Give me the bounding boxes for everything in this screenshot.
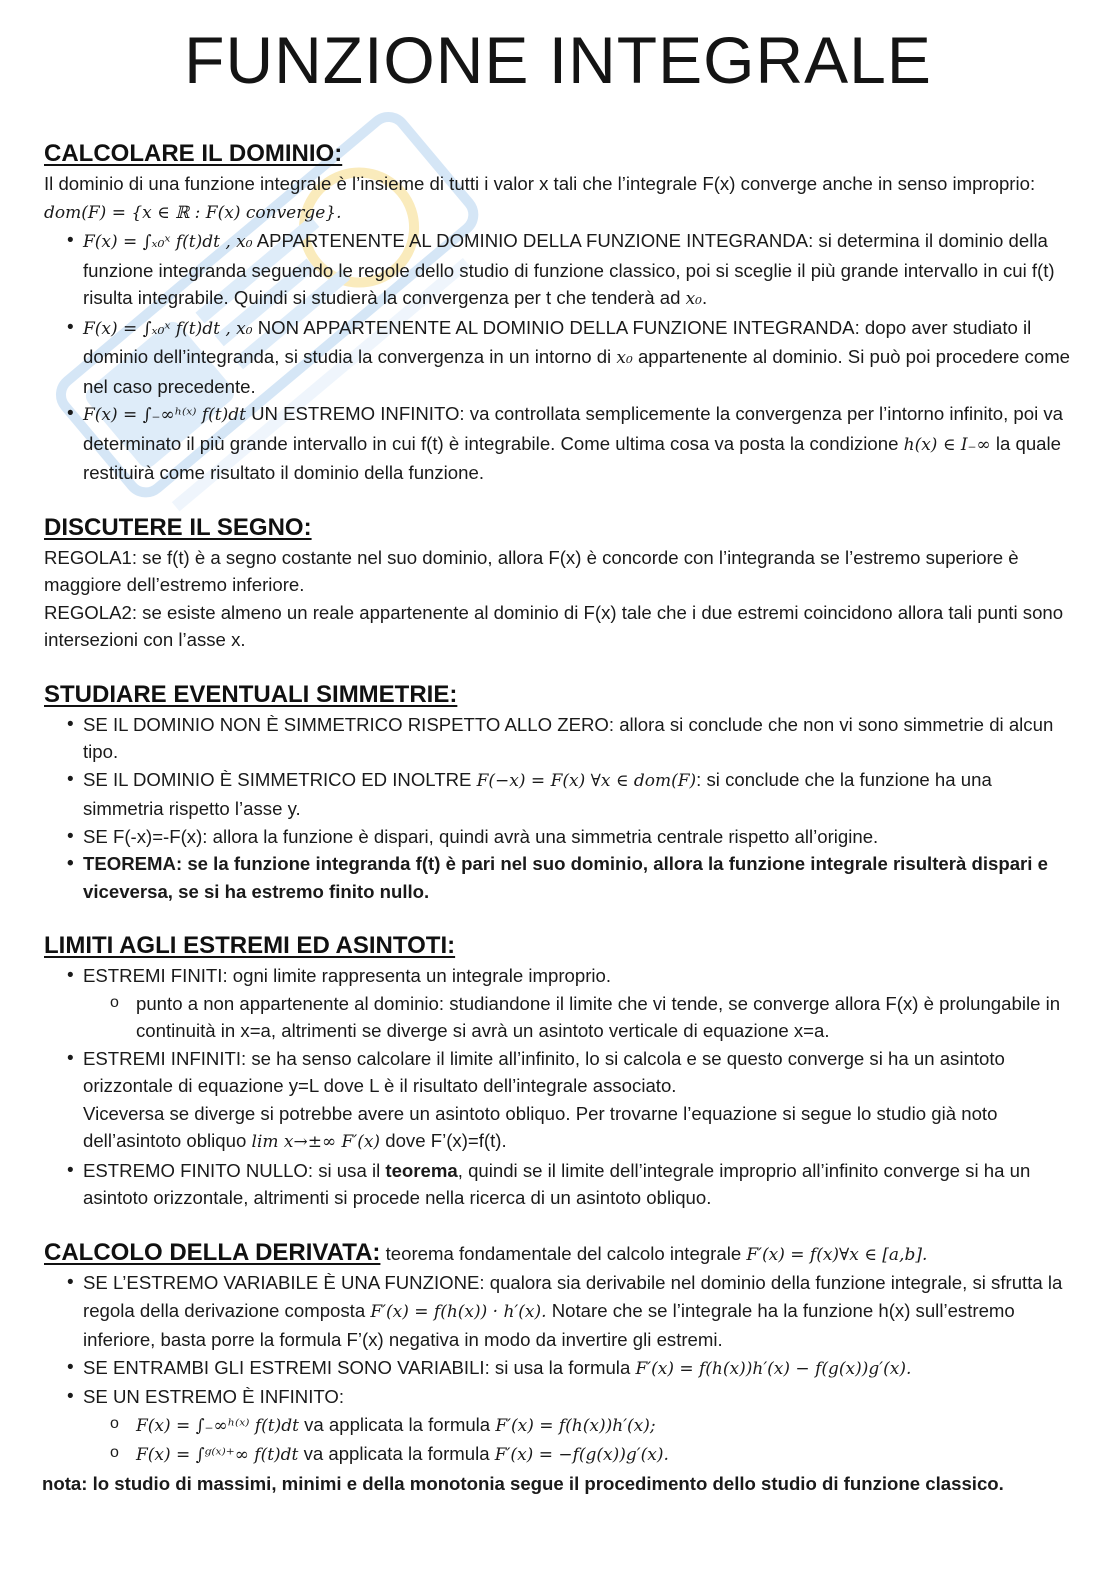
text: SE L’ESTREMO VARIABILE È UNA FUNZIONE: qualora sia derivabile nel dominio della funzione integrale, si sfrutta la regola della derivazione composta	[83, 1272, 1063, 1321]
list-item: • SE IL DOMINIO NON È SIMMETRICO RISPETTO ALLO ZERO: allora si conclude che non vi sono simmetrie di alcun tipo.	[83, 711, 1074, 766]
page-title: FUNZIONE INTEGRALE	[184, 23, 932, 97]
list-item	[83, 400, 1074, 487]
sub-list-item	[136, 1411, 1074, 1441]
list-item: • SE F(-x)=-F(x): allora la funzione è dispari, quindi avrà una simmetria centrale rispetto all’origine.	[83, 823, 1074, 851]
text: , quindi se il limite dell’integrale improprio all’infinito converge si ha un asintoto orizzontale, altrimenti si procede nella ricerca di un asintoto obliquo.	[83, 1159, 1031, 1208]
section-segno	[44, 512, 1074, 654]
list-item	[83, 962, 1074, 1045]
list-item	[83, 314, 1074, 401]
list-item	[83, 1157, 1074, 1212]
text: dove F’(x)=f(t).	[385, 1130, 507, 1151]
text: SE ENTRAMBI GLI ESTREMI SONO VARIABILI: si usa la formula	[83, 1356, 631, 1378]
sub-list	[83, 990, 1074, 1045]
sub-list	[83, 1411, 1074, 1470]
section-heading	[44, 138, 1074, 170]
formula: lim x→±∞ F′(x)	[251, 1132, 381, 1152]
formula: F′(x) = −f(g(x))g′(x).	[494, 1445, 669, 1465]
bullet-list	[44, 227, 1074, 487]
formula: x₀	[685, 289, 702, 309]
list-item	[83, 1354, 1074, 1384]
heading-text: DISCUTERE IL SEGNO:	[44, 513, 312, 541]
section-heading	[44, 512, 1074, 544]
list-item: • TEOREMA: se la funzione integranda f(t) è pari nel suo dominio, allora la funzione integrale risulterà dispari e viceversa, se si ha estremo finito nullo.	[83, 850, 1074, 905]
list-item	[83, 1383, 1074, 1470]
text: .	[702, 287, 708, 308]
section-heading	[44, 679, 1074, 711]
text: SE UN ESTREMO È INFINITO:	[83, 1386, 345, 1407]
list-item	[83, 1045, 1074, 1157]
heading-text: CALCOLARE IL DOMINIO:	[44, 140, 343, 167]
section-heading	[44, 930, 1074, 962]
text: va applicata la formula	[303, 1443, 490, 1464]
section-dominio	[44, 138, 1074, 487]
sub-list-item	[136, 1440, 1074, 1470]
section-derivata	[44, 1237, 1074, 1498]
text: va applicata la formula	[304, 1413, 491, 1435]
formula: dom(F) = {x ∈ ℝ : F(x) converge}.	[44, 202, 342, 223]
content	[44, 138, 1074, 1497]
formula: F(x) = ∫ₓ₀ˣ f(t)dt , x₀	[83, 232, 253, 252]
formula: F(x) = ∫₋∞ʰ⁽ˣ⁾ f(t)dt	[136, 1415, 299, 1436]
text: Notare che se l’integrale ha la funzione h(x) sull’estremo inferiore, basta porre la formula F’(x) negativa in modo da invertire gli estremi.	[83, 1299, 1015, 1350]
formula: x₀	[616, 348, 633, 368]
text: ESTREMI INFINITI: se ha senso calcolare il limite all’infinito, lo si calcola e se questo converge si ha un asintoto orizzontale di equazione y=L dove L è il risultato dell’integrale associato.	[83, 1047, 1005, 1096]
text-bold: teorema	[385, 1159, 458, 1181]
section-heading	[44, 1239, 380, 1266]
text: SE IL DOMINIO È SIMMETRICO ED INOLTRE	[83, 768, 472, 790]
bullet-list	[44, 711, 1074, 906]
text: Il dominio di una funzione integrale è l’insieme di tutti i valor x tali che l’integrale F(x) converge anche in senso improprio:	[44, 173, 1036, 194]
text: UN ESTREMO INFINITO: va controllata semplicemente la convergenza per l’intorno infinito, poi va determinato il più grande intervallo in cui f(t) è integrabile. Come ultima cosa va posta la condizione	[83, 403, 1064, 454]
formula: F′(x) = f(h(x)) · h′(x).	[370, 1301, 547, 1322]
heading-text: STUDIARE EVENTUALI SIMMETRIE:	[44, 680, 458, 708]
text: NON APPARTENENTE AL DOMINIO DELLA FUNZIONE INTEGRANDA: dopo aver studiato il dominio dell’integranda, si studia la convergenza in un intorno di	[83, 316, 1032, 367]
text: : si conclude che la funzione ha una simmetria rispetto l’asse y.	[83, 768, 992, 819]
heading-text: LIMITI AGLI ESTREMI ED ASINTOTI:	[44, 932, 456, 959]
formula: F(−x) = F(x) ∀x ∈ dom(F)	[476, 770, 697, 791]
formula: F(x) = ∫ᵍ⁽ˣ⁾⁺∞ f(t)dt	[136, 1445, 299, 1465]
text: la quale restituirà come risultato il dominio della funzione.	[83, 432, 1061, 483]
text: Viceversa se diverge si potrebbe avere un asintoto obliquo. Per trovarne l’equazione si segue lo studio già noto dell’asintoto obliquo	[83, 1102, 998, 1151]
formula: h(x) ∈ I₋∞	[903, 434, 991, 455]
sub-list-item: o punto a non appartenente al dominio: studiandone il limite che vi tende, se converge allora F(x) è prolungabile in continuità in x=a, altrimenti se diverge si avrà un asintoto verticale di equazione x=a.	[136, 990, 1074, 1045]
paragraph: REGOLA2: se esiste almeno un reale appartenente al dominio di F(x) tale che i due estremi coincidono allora tali punti sono intersezioni con l’asse x.	[44, 601, 1064, 650]
list-item	[83, 766, 1074, 823]
text: APPARTENENTE AL DOMINIO DELLA FUNZIONE INTEGRANDA: si determina il dominio della funzione integranda seguendo le regole dello studio di funzione classico, poi si sceglie il più grande intervallo in cui f(t) risulta integrabile. Quindi si studierà la convergenza per t che tenderà ad	[83, 230, 1055, 308]
bullet-list	[44, 962, 1074, 1212]
formula: F′(x) = f(x)∀x ∈ [a,b].	[746, 1244, 928, 1265]
paragraph	[44, 170, 1074, 227]
formula: F′(x) = f(h(x))h′(x) − f(g(x))g′(x).	[635, 1358, 912, 1379]
formula: F′(x) = f(h(x))h′(x);	[495, 1415, 656, 1436]
heading-text: CALCOLO DELLA DERIVATA:	[44, 1238, 381, 1266]
paragraph: REGOLA1: se f(t) è a segno costante nel suo dominio, allora F(x) è concorde con l’integranda se l’estremo superiore è maggiore dell’estremo inferiore.	[44, 546, 1019, 595]
list-item	[83, 1269, 1074, 1354]
section-simmetrie	[44, 679, 1074, 906]
bullet-list	[44, 1269, 1074, 1470]
formula: F(x) = ∫₋∞ʰ⁽ˣ⁾ f(t)dt	[83, 405, 246, 425]
formula: F(x) = ∫ₓ₀ˣ f(t)dt , x₀	[83, 318, 253, 339]
text: ESTREMO FINITO NULLO: si usa il	[83, 1159, 381, 1181]
section-limiti	[44, 930, 1074, 1212]
text: teorema fondamentale del calcolo integrale	[385, 1242, 742, 1264]
text: appartenente al dominio. Si può poi procedere come nel caso precedente.	[83, 346, 1071, 397]
note: nota: lo studio di massimi, minimi e della monotonia segue il procedimento dello studio di funzione classico.	[42, 1472, 1004, 1494]
text: ESTREMI FINITI: ogni limite rappresenta un integrale improprio.	[83, 965, 612, 986]
list-item	[83, 227, 1074, 314]
